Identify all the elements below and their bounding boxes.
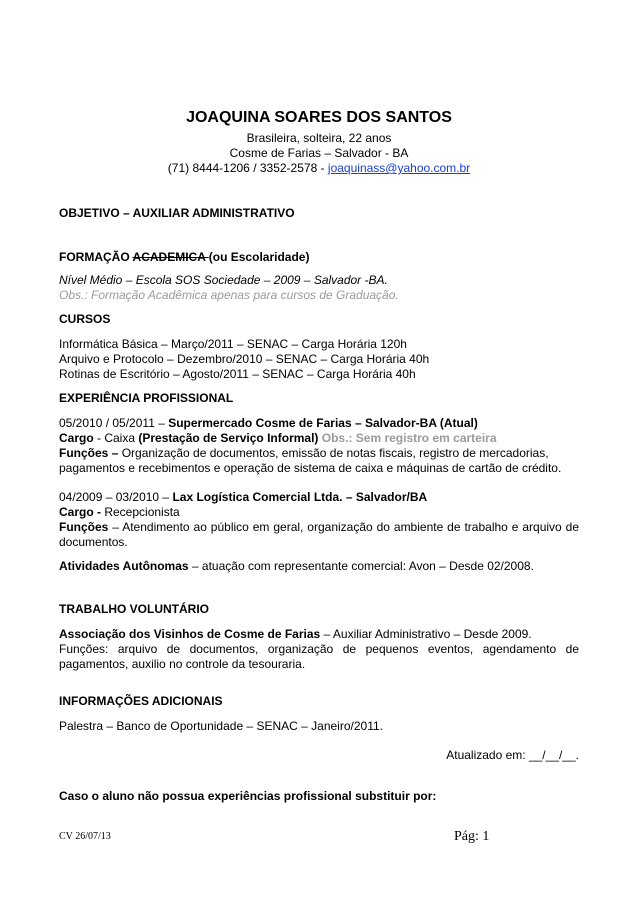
job1-role-type: (Prestação de Serviço Informal) [138,431,319,445]
candidate-name: JOAQUINA SOARES DOS SANTOS [186,109,452,126]
personal-info: Brasileira, solteira, 22 anos [246,131,392,145]
job1-duties [59,446,579,461]
job2-duties-label: Funções [59,520,109,534]
job2-role-label: Cargo - [59,505,105,519]
experience-heading: EXPERIÊNCIA PROFISSIONAL [59,391,234,405]
job2-role-value: Recepcionista [104,505,180,519]
education-heading [59,250,579,265]
freelance-activities [59,559,579,574]
additional-info-entry: Palestra – Banco de Oportunidade – SENAC – Janeiro/2011. [59,719,383,733]
footer-date: CV 26/07/13 [59,831,111,842]
updated-on: Atualizado em: __/__/__. [446,748,579,762]
job1-role-note: Obs.: Sem registro em carteira [318,431,497,445]
education-entry: Nível Médio – Escola SOS Sociedade – 2009 – Salvador -BA. [59,273,388,287]
job1-duties-cont: pagamentos e recebimentos e operação de sistema de caixa e máquinas de cartão de crédito. [59,461,562,475]
job2-duties-text: – Atendimento ao público em geral, organização do ambiente de trabalho e arquivo de [108,520,579,534]
course-item: Informática Básica – Março/2011 – SENAC – Carga Horária 120h [59,337,407,351]
substitution-note: Caso o aluno não possua experiências profissional substituir por: [59,789,437,803]
job1-duties-label: Funções – [59,446,122,460]
course-item: Arquivo e Protocolo – Dezembro/2010 – SENAC – Carga Horária 40h [59,352,430,366]
job2-company: Lax Logística Comercial Ltda. – Salvador/BA [172,490,428,504]
contact-line [59,161,579,176]
job1-role [59,431,579,446]
freelance-label: Atividades Autônomas [59,559,189,573]
volunteer-entry [59,627,579,642]
courses-heading: CURSOS [59,312,111,326]
volunteer-heading: TRABALHO VOLUNTÁRIO [59,602,209,616]
job1-duties-text: Organização de documentos, emissão de notas fiscais, registro de mercadorias, [121,446,549,460]
job1-company: Supermercado Cosme de Farias – Salvador-BA (Atual) [168,416,478,430]
course-item: Rotinas de Escritório – Agosto/2011 – SENAC – Carga Horária 40h [59,367,416,381]
job1-role-value: - Caixa [93,431,139,445]
education-note: Obs.: Formação Acadêmica apenas para cursos de Graduação. [59,288,399,302]
education-title: FORMAÇÃO [59,250,133,264]
job1-period: 05/2010 / 05/2011 – [59,416,169,430]
education-title-strike: ACADEMICA [132,250,209,264]
email-link[interactable]: joaquinass@yahoo.com.br [327,161,471,175]
phone-numbers: (71) 8444-1206 / 3352-2578 - [167,161,328,175]
education-title-note: (ou Escolaridade) [208,250,310,264]
page-number: Pág: 1 [454,829,490,844]
job2-duties-cont: documentos. [59,535,128,549]
job2-period: 04/2009 – 03/2010 – [59,490,173,504]
address: Cosme de Farias – Salvador - BA [229,146,409,160]
job2-role [59,505,579,520]
freelance-text: – atuação com representante comercial: Avon – Desde 02/2008. [188,559,534,573]
job2-header [59,490,579,505]
job2-duties [59,520,579,535]
job1-header [59,416,579,431]
additional-info-heading: INFORMAÇÕES ADICIONAIS [59,694,223,708]
job1-role-label: Cargo [59,431,94,445]
volunteer-org: Associação dos Visinhos de Cosme de Farias [59,627,321,641]
volunteer-duties-cont: pagamentos, auxilio no controle da tesouraria. [59,657,306,671]
volunteer-duties: Funções: arquivo de documentos, organização de pequenos eventos, agendamento de [59,642,579,656]
volunteer-role: – Auxiliar Administrativo – Desde 2009. [320,627,532,641]
objective-heading: OBJETIVO – AUXILIAR ADMINISTRATIVO [59,206,295,220]
